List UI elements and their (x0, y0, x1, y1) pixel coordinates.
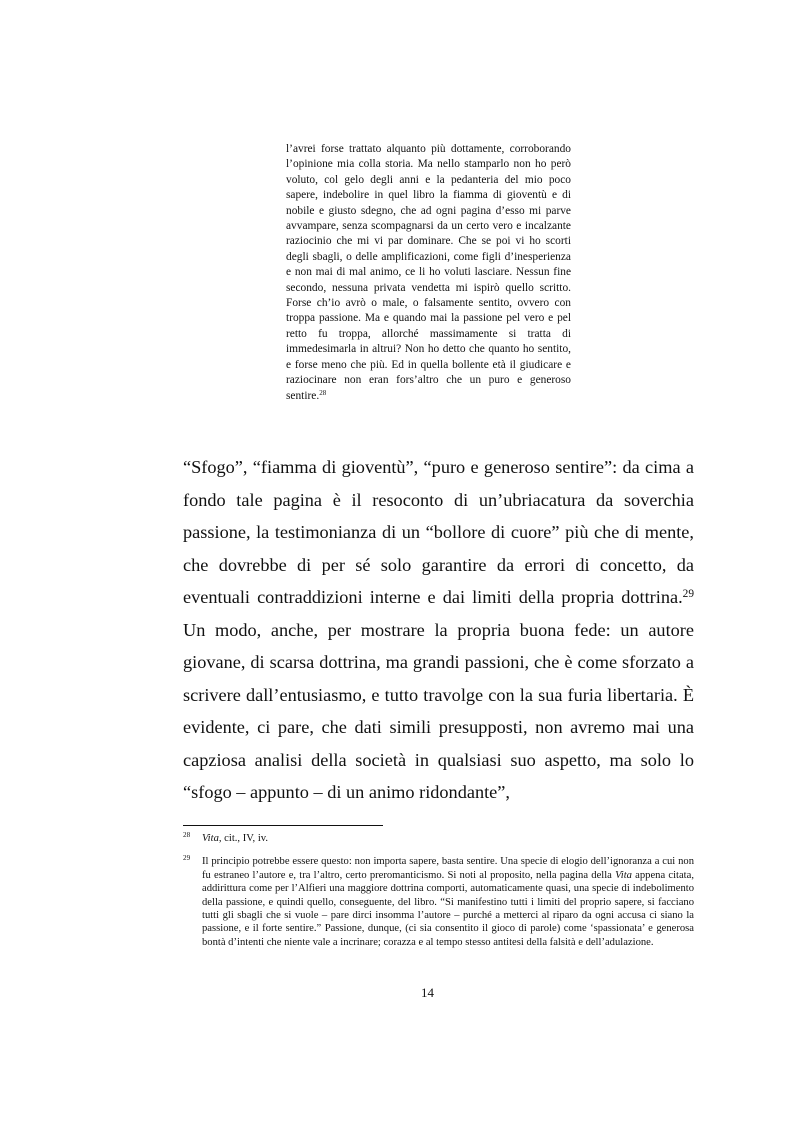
footnote-text-part-2: appena citata, addirittura come per l’Alfieri una maggiore dottrina comporti, automaticamente quasi, una specie di indebolimento della passione, e quindi quello, conseguente, del libro. “Si manifestino tutti i limiti del proprio sapere, si facciano tutti gli sbagli che si vuole – pare dirci insomma l’autore – purché a metterci al riparo da ogni accusa ci siano la passione, e il forte sentire.” Passione, dunque, (ci sia consentito il gioco di parole) come ‘spassionata’ e generosa bontà d’intenti che niente vale a incrinare; corazza e al tempo stesso antitesi della falsità e dell’adulazione. (202, 869, 694, 948)
footnote-work-title: Vita, (202, 833, 222, 844)
quotation-text: l’avrei forse trattato alquanto più dottamente, corroborando l’opinione mia colla storia. Ma nello stamparlo non ho però voluto, col gelo degli anni e la pedanteria del mio poco sapere, indebolire in quel libro la fiamma di gioventù e di nobile e giusto sdegno, che ad ogni pagina d’esso mi parve avvampare, senza scompagnarsi da un certo vero e incalzante raziocinio che mi vi par dominare. Che se poi vi ho scorti degli sbagli, o delle amplificazioni, come figli d’inesperienza e non mai di mal animo, ce li ho voluti lasciare. Nessun fine secondo, nessuna privata vendetta mi ispirò quello scritto. Forse ch’io avrò o male, o falsamente sentito, ovvero con troppa passione. Ma e quando mai la passione pel vero e pel retto fu troppa, allorché massimamente si tratta di immedesimarla in altrui? Non ho detto che quanto ho sentito, e forse meno che più. Ed in quella bollente età il giudicare e raziocinare non eran fors’altro che un puro e generoso sentire. (286, 143, 571, 402)
block-quotation (286, 142, 571, 404)
footnote-number: 28 (183, 831, 191, 839)
footnote-text-part-1: Il principio potrebbe essere questo: non importa sapere, basta sentire. Una specie di elogio dell’ignoranza a cui non fu estraneo l’autore e, tra l’altro, certo preromanticismo. Si noti al proposito, nella pagina della (202, 856, 694, 881)
footnote-text: cit., IV, iv. (221, 833, 269, 844)
footnote-reference-29: 29 (682, 587, 694, 600)
body-paragraph (183, 451, 694, 809)
page-number: 14 (421, 985, 434, 1000)
footnotes-section (183, 832, 694, 959)
footnote-reference-28: 28 (319, 388, 327, 397)
footnote-28 (183, 832, 694, 845)
footnote-number: 29 (183, 854, 191, 863)
paragraph-text-part-2: Un modo, anche, per mostrare la propria buona fede: un autore giovane, di scarsa dottrina, ma grandi passioni, che è come sforzato a scrivere dall’entusiasmo, e tutto travolge con la sua furia libertaria. È evidente, ci pare, che dati simili presupposti, non avremo mai una capziosa analisi della società in qualsiasi suo aspetto, ma solo lo “sfogo – appunto – di un animo ridondante”, (183, 619, 694, 802)
footnote-29 (183, 855, 694, 949)
footnote-work-title: Vita (615, 869, 632, 881)
footnote-separator (183, 825, 383, 826)
paragraph-text-part-1: “Sfogo”, “fiamma di gioventù”, “puro e generoso sentire”: da cima a fondo tale pagina è il resoconto di un’ubriacatura da soverchia passione, la testimonianza di un “bollore di cuore” più che di mente, che dovrebbe di per sé solo garantire da errori di concetto, da eventuali contraddizioni interne e dai limiti della propria dottrina. (183, 457, 694, 607)
